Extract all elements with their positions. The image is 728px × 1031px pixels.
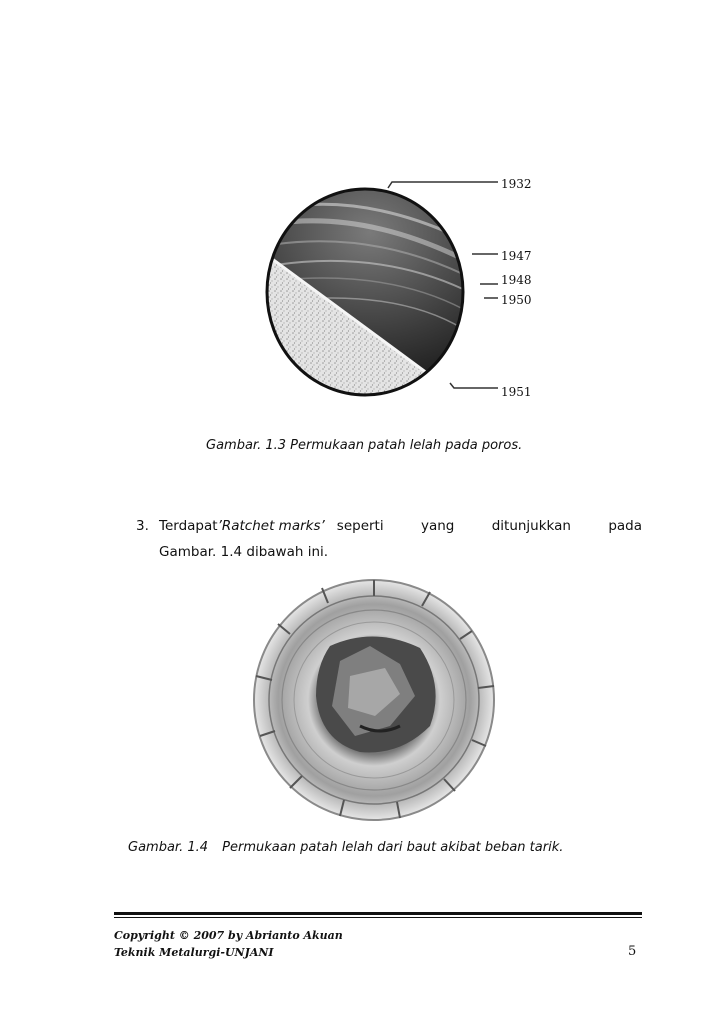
footer-department: Teknik Metalurgi-UNJANI <box>114 946 274 959</box>
figure-1-4-caption-text: Permukaan patah lelah dari baut akibat beban tarik. <box>222 840 564 855</box>
list-item-line-1 <box>159 518 642 534</box>
figure-1-4-caption <box>128 840 563 855</box>
figure-1-4-image <box>250 576 502 826</box>
figure-1-3-caption: Gambar. 1.3 Permukaan patah lelah pada poros. <box>206 438 523 453</box>
list-item-text-prefix: Terdapat <box>159 518 218 534</box>
page-number: 5 <box>628 944 637 959</box>
year-label-1947: 1947 <box>501 249 532 263</box>
footer-rule-thin <box>114 917 642 918</box>
year-label-1932: 1932 <box>501 177 532 191</box>
list-item-text-rest: seperti yang ditunjukkan pada <box>336 518 642 534</box>
year-label-1948: 1948 <box>501 273 532 287</box>
footer-rule-thick <box>114 912 642 915</box>
list-item-line-2: Gambar. 1.4 dibawah ini. <box>159 544 329 560</box>
figure-1-4-caption-label: Gambar. 1.4 <box>128 840 209 855</box>
year-label-1951: 1951 <box>501 385 532 399</box>
footer-copyright: Copyright © 2007 by Abrianto Akuan <box>114 929 343 942</box>
ratchet-marks-emphasis: ’Ratchet marks’ <box>217 518 325 534</box>
list-item-number: 3. <box>136 518 149 534</box>
year-label-1950: 1950 <box>501 293 532 307</box>
